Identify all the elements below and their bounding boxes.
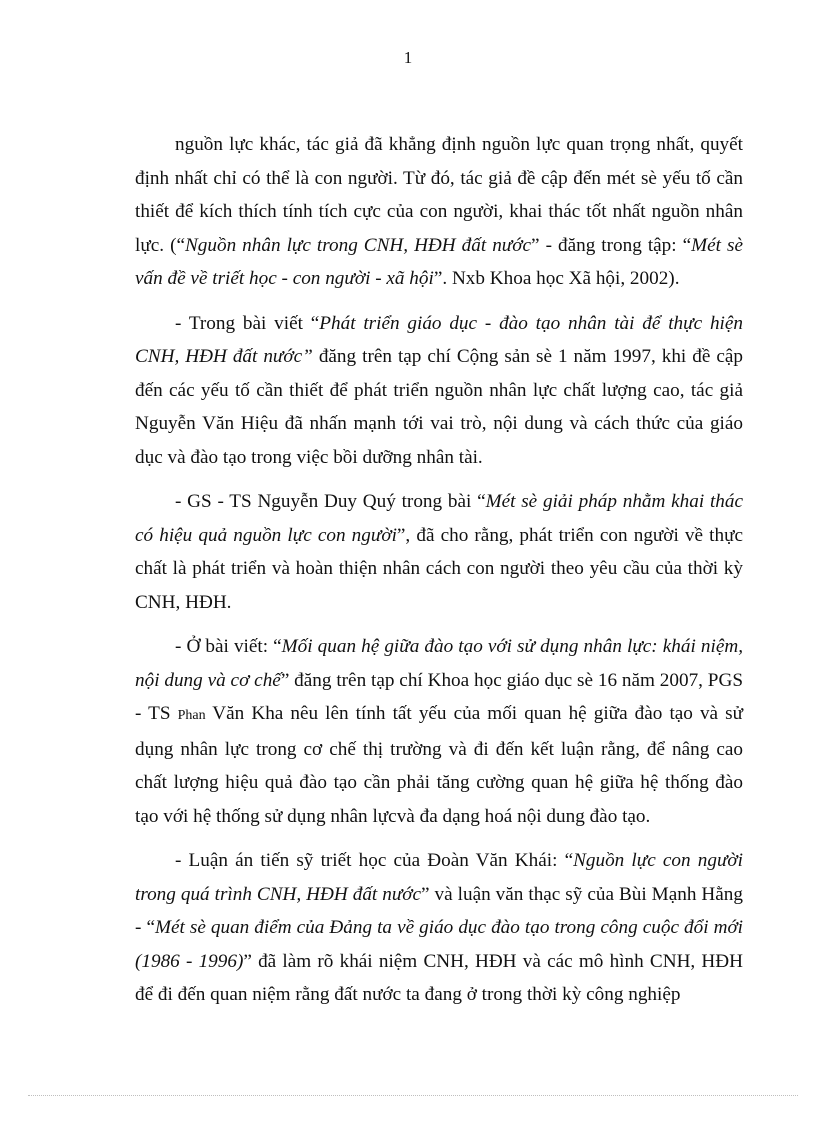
page-bottom-divider <box>28 1095 798 1096</box>
p1-title-1: Nguồn nhân lực trong CNH, HĐH đất nước <box>184 234 532 256</box>
p4-text-3: Văn Kha nêu lên tính tất yếu của mối quan hệ giữa đào tạo và sử dụng nhân lực trong cơ chế thị trường và đi đến kết luận rằng, để nâng cao chất lượng hiệu quả đào tạo cần phải tăng cường quan hệ giữa hệ thống đào tạo với hệ thống sử dụng nhân lựcvà đa dạng hoá nội dung đào tạo. <box>135 703 743 827</box>
p4-small-word: Phan <box>177 708 206 723</box>
paragraph-3 <box>135 485 743 619</box>
p4-title-1: Mối quan hệ giữa đào tạo với sử dụng nhân lực: khái niệm, nội dung và cơ chế <box>135 636 744 691</box>
paragraph-1 <box>135 128 743 296</box>
p4-text-1: - Ở bài viết: “ <box>175 636 282 657</box>
p3-text-2: ”, đã cho rằng, phát triển con người về thực chất là phát triển và hoàn thiện nhân cách con người theo yêu cầu của thời kỳ CNH, HĐH. <box>135 524 743 613</box>
paragraph-4 <box>135 630 743 833</box>
p5-text-1: - Luận án tiến sỹ triết học của Đoàn Văn Khái: “ <box>175 850 574 871</box>
p2-text-2: đăng trên tạp chí Cộng sản sè 1 năm 1997, khi đề cập đến các yếu tố cần thiết để phát triển nguồn nhân lực chất lượng cao, tác giả Nguyễn Văn Hiệu đã nhấn mạnh tới vai trò, nội dung và cách thức của giáo dục và đào tạo trong việc bồi dưỡng nhân tài. <box>135 346 743 468</box>
p5-title-2: Mét sè quan điểm của Đảng ta về giáo dục đào tạo trong công cuộc đổi mới (1986 - 1996) <box>135 917 744 972</box>
p3-text-1: - GS - TS Nguyễn Duy Quý trong bài “ <box>175 491 486 512</box>
p1-text-1: nguồn lực khác, tác giả đã khẳng định nguồn lực quan trọng nhất, quyết định nhất chỉ có thể là con người. Từ đó, tác giả đề cập đến mét sè yếu tố cần thiết để kích thích tính tích cực của con người, khai thác tốt nhất nguồn nhân lực. (“ <box>135 134 743 256</box>
paragraph-5 <box>135 844 743 1012</box>
p4-text-2: ” đăng trên tạp chí Khoa học giáo dục sè 16 năm 2007, PGS - TS <box>135 669 744 724</box>
p3-title-1: Mét sè giải pháp nhằm khai thác có hiệu quả nguồn lực con người <box>135 491 743 546</box>
page-number: 1 <box>403 48 413 67</box>
p2-title-1: Phát triển giáo dục - đào tạo nhân tài để thực hiện CNH, HĐH đất nước” <box>135 312 743 367</box>
p5-text-3: ” đã làm rõ khái niệm CNH, HĐH và các mô hình CNH, HĐH để đi đến quan niệm rằng đất nước ta đang ở trong thời kỳ công nghiệp <box>135 950 744 1005</box>
paragraph-2 <box>135 307 743 475</box>
p2-text-1: - Trong bài viết “ <box>175 312 320 334</box>
p1-text-2: ” - đăng trong tập: “ <box>531 234 692 256</box>
p1-title-2: Mét sè vấn đề về triết học - con người - xã hội <box>135 234 743 289</box>
p5-text-2: ” và luận văn thạc sỹ của Bùi Mạnh Hằng - “ <box>135 883 743 938</box>
document-body <box>135 128 743 1023</box>
p1-text-3: ”. Nxb Khoa học Xã hội, 2002). <box>433 268 680 289</box>
p5-title-1: Nguồn lực con người trong quá trình CNH, HĐH đất nước <box>135 850 743 905</box>
